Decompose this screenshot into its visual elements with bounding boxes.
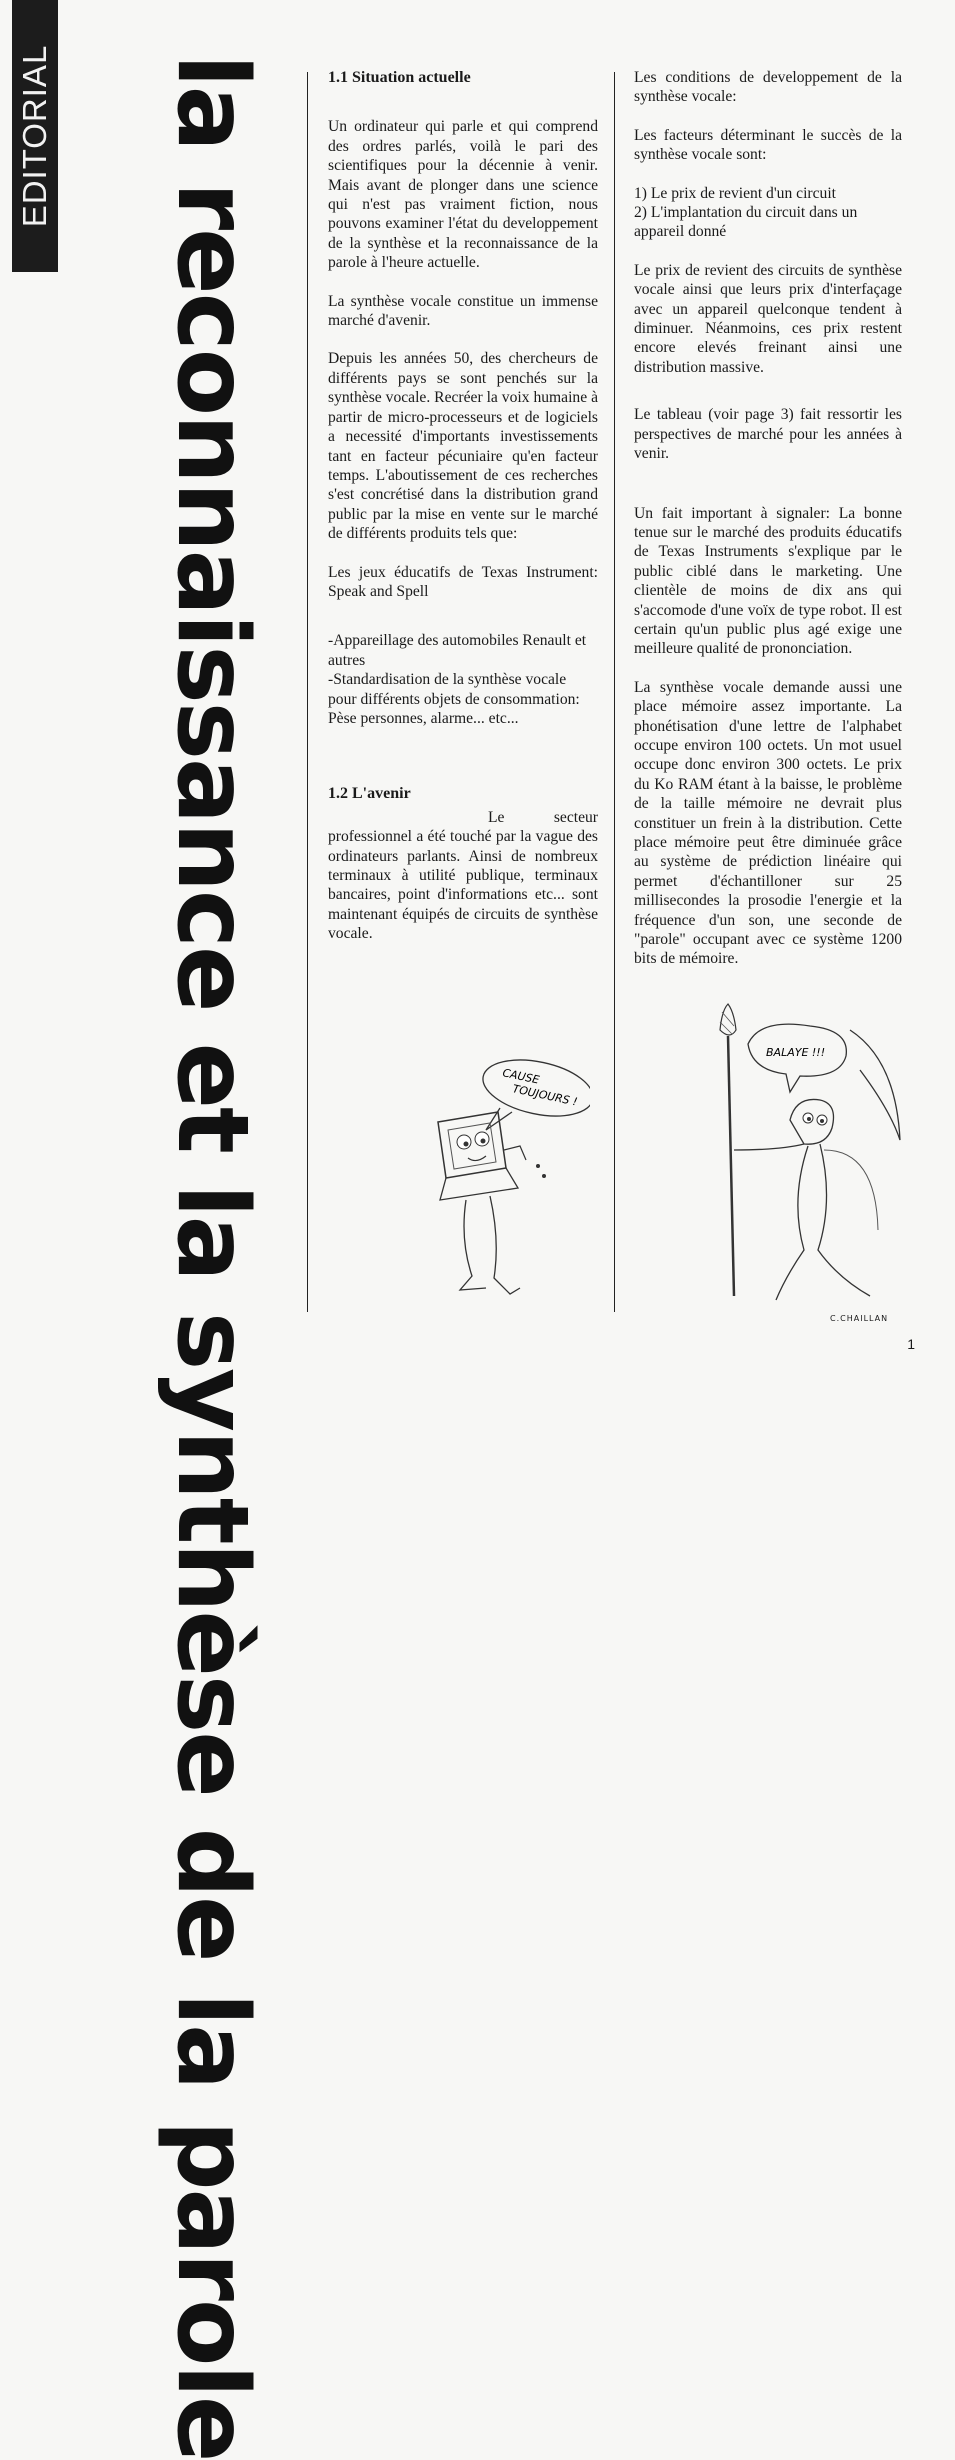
bubble-text-line1: CAUSE [501,1066,541,1087]
page-title: la reconnaissance et la synthèse de la parole [155,54,269,2460]
paragraph: La synthèse vocale constitue un immense marché d'avenir. [328,292,598,330]
list-item: 1) Le prix de revient d'un circuit [634,184,836,202]
column-rule-middle [614,72,615,1312]
paragraph [328,631,598,728]
illustrator-signature: C.CHAILLAN [830,1314,889,1323]
paragraph: Le prix de revient des circuits de synthèse vocale ainsi que leurs prix d'interfaçage avec un appareil quelconque tendent à diminuer. Néanmoins, ces prix restent encore elevés freinant ainsi une distribution massive. [634,261,902,376]
paragraph: Depuis les années 50, des chercheurs de différents pays se sont penchés sur la synthèse vocale. Recréer la voix humaine à partir de micro-processeurs et de logiciels a necessité d'importants investissements tant en facteur pécuniaire qu'en facteur temps. L'aboutissement de ces recherches s'est concrétisé dans la distribution grand public par la mise en vente sur le marché de différents produits tels que: [328,350,598,543]
paragraph: Le tableau (voir page 3) fait ressortir les perspectives de marché pour les années à venir. [634,406,902,463]
paragraph: Le secteur professionnel a été touché par la vague des ordinateurs parlants. Ainsi de nombreux terminaux à utilité publique, terminaux bancaires, point d'informations etc... sont maintenant équipés de circuits de synthèse vocale. [328,808,598,943]
paragraph [634,184,902,242]
paragraph: Un ordinateur qui parle et qui comprend des ordres parlés, voilà le pari des scientifiques pour la décennie à venir. Mais avant de plonger dans une science qui n'est pas vraiment fiction, nous pouvons examiner l'état du developpement de la synthèse et la reconnaissance de la parole à l'heure actuelle. [328,118,598,272]
list-item: -Standardisation de la synthèse vocale pour différents objets de consommation: Pèse personnes, alarme... etc... [328,671,580,727]
paragraph: La synthèse vocale demande aussi une place mémoire assez importante. La phonétisation d'une lettre de l'alphabet occupe environ 100 octets. Un mot usuel occupe donc environ 300 octets. Le prix du Ko RAM étant à la baisse, le problème de la taille mémoire ne devrait plus constituer un frein à la distribution. Cette place mémoire peut être diminuée grâce au système de prédiction linéaire qui permet d'échantilloner sur 25 millisecondes la prosodie l'energie et la fréquence d'un son, une seconde de "parole" occupant avec ce système 1200 bits de mémoire. [634,678,902,968]
bubble-text-line2: TOUJOURS ! [511,1082,579,1109]
computer-cartoon-illustration [420,1050,590,1312]
broom-cartoon-illustration [700,1000,910,1312]
bubble-text: BALAYE !!! [766,1046,826,1059]
editorial-tab [12,0,58,272]
editorial-label: EDITORIAL [16,44,53,228]
paragraph: Les conditions de developpement de la synthèse vocale: [634,69,902,106]
paragraph: Un fait important à signaler: La bonne tenue sur le marché des produits éducatifs de Texas Instruments s'explique par le public ciblé dans le marketing. Une clientèle de moins de dix ans qui s'accomode d'une voïx de type robot. Il est certain qu'un public plus agé exige une meilleure qualité de prononciation. [634,504,902,658]
column-rule-left [307,72,308,1312]
paragraph: Les jeux éducatifs de Texas Instrument: Speak and Spell [328,563,598,600]
section-heading-situation: 1.1 Situation actuelle [328,69,471,86]
list-item: -Appareillage des automobiles Renault et autres [328,632,587,669]
paragraph: Les facteurs déterminant le succès de la synthèse vocale sont: [634,126,902,164]
section-heading-avenir: 1.2 L'avenir [328,785,411,803]
article-column-2 [634,68,902,988]
article-column-1 [328,68,598,963]
list-item: 2) L'implantation du circuit dans un appareil donné [634,204,858,241]
page-number: 1 [907,1336,915,1352]
